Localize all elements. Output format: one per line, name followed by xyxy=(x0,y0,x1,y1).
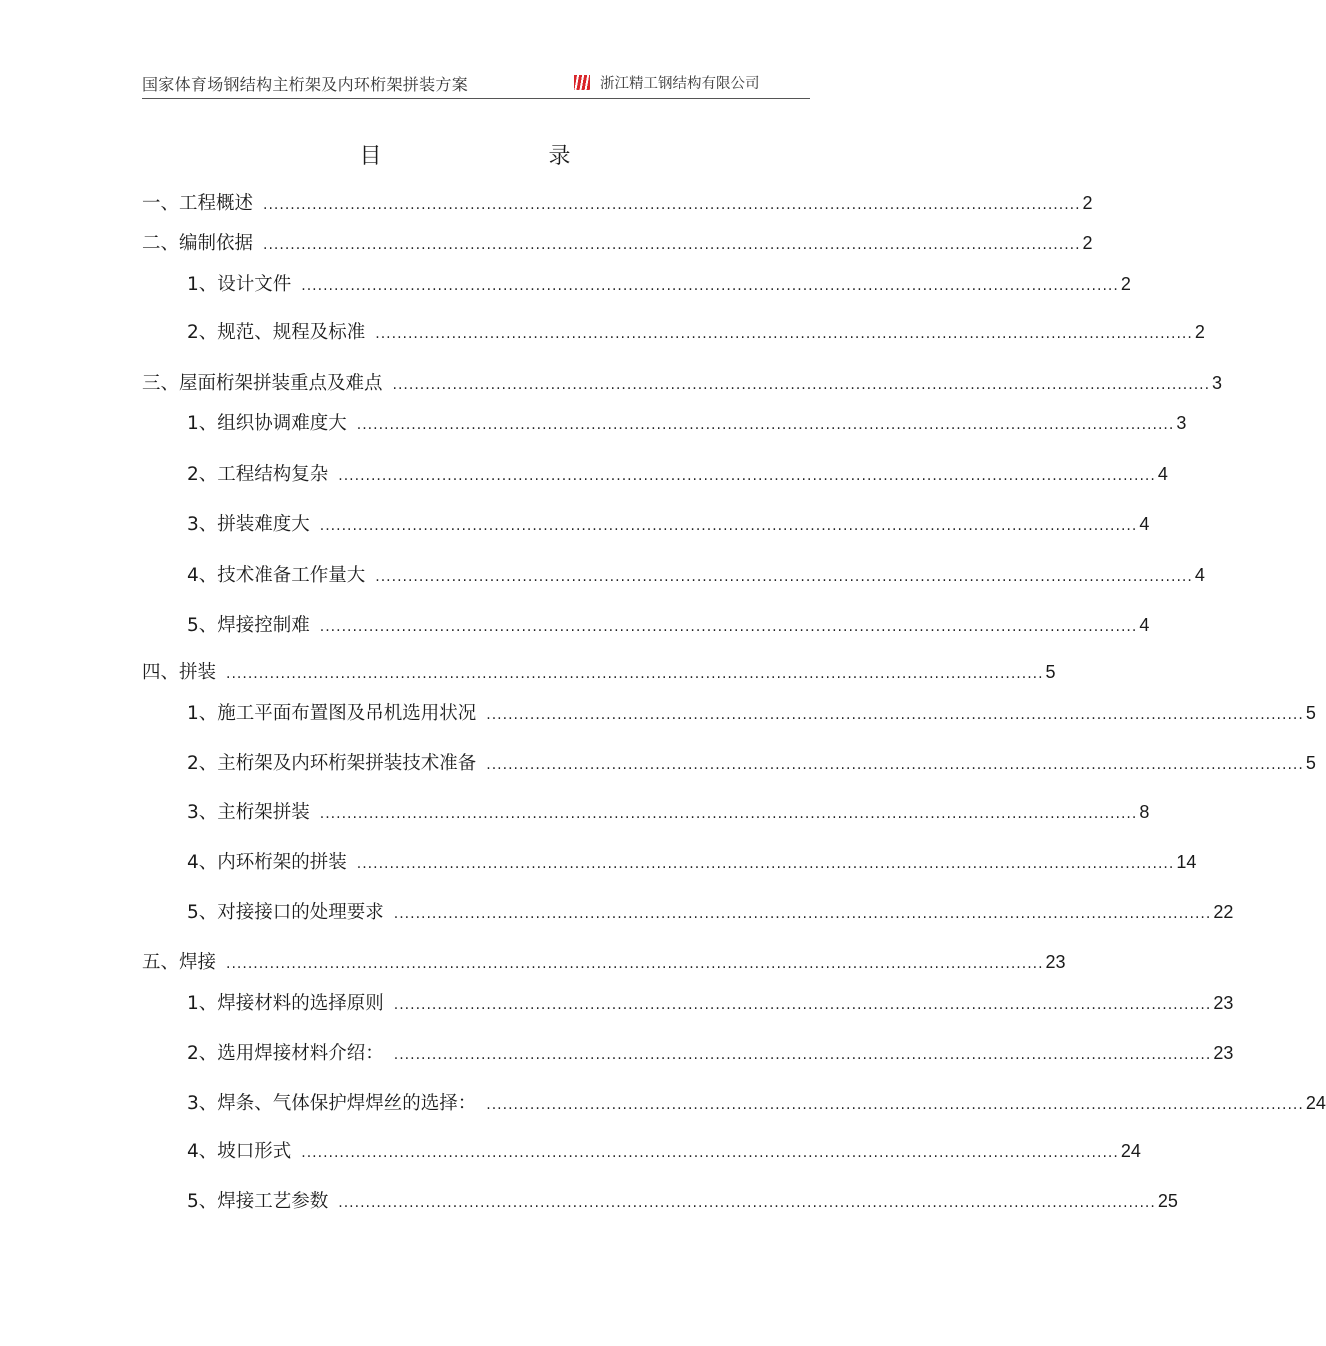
toc-leader-dots: ...................................................................................................................................................... xyxy=(301,1145,1119,1161)
toc-entry[interactable] xyxy=(142,659,1056,685)
toc-leader-dots: ...................................................................................................................................................... xyxy=(319,619,1138,635)
toc-leader-dots: ...................................................................................................................................................... xyxy=(301,278,1119,294)
toc-entry[interactable] xyxy=(142,370,1223,396)
toc-entry-label: 1、焊接材料的选择原则 xyxy=(187,993,384,1014)
page-header xyxy=(142,68,810,99)
toc-entry-label: 4、技术准备工作量大 xyxy=(187,565,366,586)
toc-entry[interactable] xyxy=(187,1138,1141,1164)
toc-leader-dots: ...................................................................................................................................................... xyxy=(263,197,1081,213)
toc-entry[interactable] xyxy=(187,1040,1234,1066)
toc-entry-label: 1、设计文件 xyxy=(187,274,292,295)
toc-entry[interactable] xyxy=(187,271,1131,297)
toc-entry-page: 25 xyxy=(1157,1191,1178,1211)
toc-entry[interactable] xyxy=(142,230,1093,256)
toc-leader-dots: ...................................................................................................................................................... xyxy=(375,326,1193,342)
toc-entry-label: 3、拼装难度大 xyxy=(187,514,310,535)
toc-entry[interactable] xyxy=(187,461,1168,487)
toc-entry-label: 一、工程概述 xyxy=(142,193,254,214)
toc-leader-dots: ...................................................................................................................................................... xyxy=(356,417,1175,433)
toc-leader-dots: ...................................................................................................................................................... xyxy=(263,237,1081,253)
toc-entry-label: 5、对接接口的处理要求 xyxy=(187,902,384,923)
toc-entry[interactable] xyxy=(187,562,1205,588)
toc-entry[interactable] xyxy=(187,319,1205,345)
toc-leader-dots: ...................................................................................................................................................... xyxy=(319,806,1138,822)
toc-entry-page: 3 xyxy=(1212,373,1223,393)
toc-entry-page: 23 xyxy=(1045,952,1066,972)
toc-entry[interactable] xyxy=(187,990,1234,1016)
toc-leader-dots: ...................................................................................................................................................... xyxy=(356,856,1175,872)
company-name: 浙江精工钢结构有限公司 xyxy=(600,76,760,92)
toc-entry-label: 二、编制依据 xyxy=(142,233,254,254)
toc-entry-page: 5 xyxy=(1305,753,1316,773)
toc-leader-dots: ...................................................................................................................................................... xyxy=(226,956,1044,972)
toc-leader-dots: ...................................................................................................................................................... xyxy=(375,569,1193,585)
toc-entry-page: 24 xyxy=(1305,1093,1326,1113)
toc-entry-label: 五、焊接 xyxy=(142,952,217,973)
toc-entry-page: 2 xyxy=(1082,193,1093,213)
toc-entry-label: 2、选用焊接材料介绍： xyxy=(187,1043,384,1064)
toc-leader-dots: ...................................................................................................................................................... xyxy=(226,666,1044,682)
toc-entry-page: 5 xyxy=(1305,703,1316,723)
toc-leader-dots: ...................................................................................................................................................... xyxy=(486,757,1304,773)
toc-entry-label: 5、焊接控制难 xyxy=(187,615,310,636)
toc-leader-dots: ...................................................................................................................................................... xyxy=(319,518,1138,534)
toc-entry[interactable] xyxy=(187,1188,1178,1214)
toc-entry[interactable] xyxy=(142,190,1093,216)
toc-entry[interactable] xyxy=(187,750,1316,776)
toc-entry-page: 24 xyxy=(1120,1141,1141,1161)
toc-entry-page: 22 xyxy=(1213,902,1234,922)
toc-entry-label: 2、工程结构复杂 xyxy=(187,464,329,485)
toc-entry-page: 2 xyxy=(1194,322,1205,342)
toc-leader-dots: ...................................................................................................................................................... xyxy=(393,997,1212,1013)
toc-entry[interactable] xyxy=(187,410,1187,436)
toc-entry-label: 1、组织协调难度大 xyxy=(187,413,347,434)
toc-entry[interactable] xyxy=(187,899,1234,925)
toc-entry[interactable] xyxy=(187,1090,1326,1116)
toc-entry-page: 5 xyxy=(1045,662,1056,682)
toc-entry[interactable] xyxy=(187,799,1150,825)
company-block xyxy=(574,72,760,93)
toc-leader-dots: ...................................................................................................................................................... xyxy=(393,906,1212,922)
toc-entry[interactable] xyxy=(142,949,1066,975)
toc-entry-label: 2、主桁架及内环桁架拼装技术准备 xyxy=(187,753,477,774)
toc-entry-page: 8 xyxy=(1139,802,1150,822)
toc-heading: 目 录 xyxy=(359,144,651,169)
toc-entry-page: 3 xyxy=(1176,413,1187,433)
toc-entry[interactable] xyxy=(187,612,1150,638)
toc-leader-dots: ...................................................................................................................................................... xyxy=(338,468,1156,484)
toc-entry-label: 三、屋面桁架拼装重点及难点 xyxy=(142,373,383,394)
toc-entry-label: 4、内环桁架的拼装 xyxy=(187,852,347,873)
toc-entry-page: 2 xyxy=(1120,274,1131,294)
toc-entry[interactable] xyxy=(187,511,1150,537)
toc-entry-label: 1、施工平面布置图及吊机选用状况 xyxy=(187,703,477,724)
toc-entry-page: 4 xyxy=(1139,615,1150,635)
toc-entry[interactable] xyxy=(187,849,1197,875)
toc-entry-label: 3、主桁架拼装 xyxy=(187,802,310,823)
toc-leader-dots: ...................................................................................................................................................... xyxy=(486,1097,1304,1113)
toc-entry-label: 4、坡口形式 xyxy=(187,1141,292,1162)
toc-entry[interactable] xyxy=(187,700,1316,726)
red-stripes-logo-icon xyxy=(574,75,590,90)
document-title: 国家体育场钢结构主桁架及内环桁架拼装方案 xyxy=(142,75,469,94)
toc-entry-page: 23 xyxy=(1213,993,1234,1013)
toc-entry-page: 23 xyxy=(1213,1043,1234,1063)
toc-leader-dots: ...................................................................................................................................................... xyxy=(338,1195,1156,1211)
toc-entry-label: 5、焊接工艺参数 xyxy=(187,1191,329,1212)
toc-entry-page: 4 xyxy=(1157,464,1168,484)
toc-entry-label: 四、拼装 xyxy=(142,662,217,683)
toc-entry-label: 3、焊条、气体保护焊焊丝的选择： xyxy=(187,1093,477,1114)
toc-entry-page: 2 xyxy=(1082,233,1093,253)
toc-entry-page: 4 xyxy=(1194,565,1205,585)
toc-leader-dots: ...................................................................................................................................................... xyxy=(392,377,1211,393)
toc-entry-label: 2、规范、规程及标准 xyxy=(187,322,366,343)
toc-leader-dots: ...................................................................................................................................................... xyxy=(393,1047,1212,1063)
toc-leader-dots: ...................................................................................................................................................... xyxy=(486,707,1304,723)
toc-entry-page: 14 xyxy=(1176,852,1197,872)
toc-entry-page: 4 xyxy=(1139,514,1150,534)
